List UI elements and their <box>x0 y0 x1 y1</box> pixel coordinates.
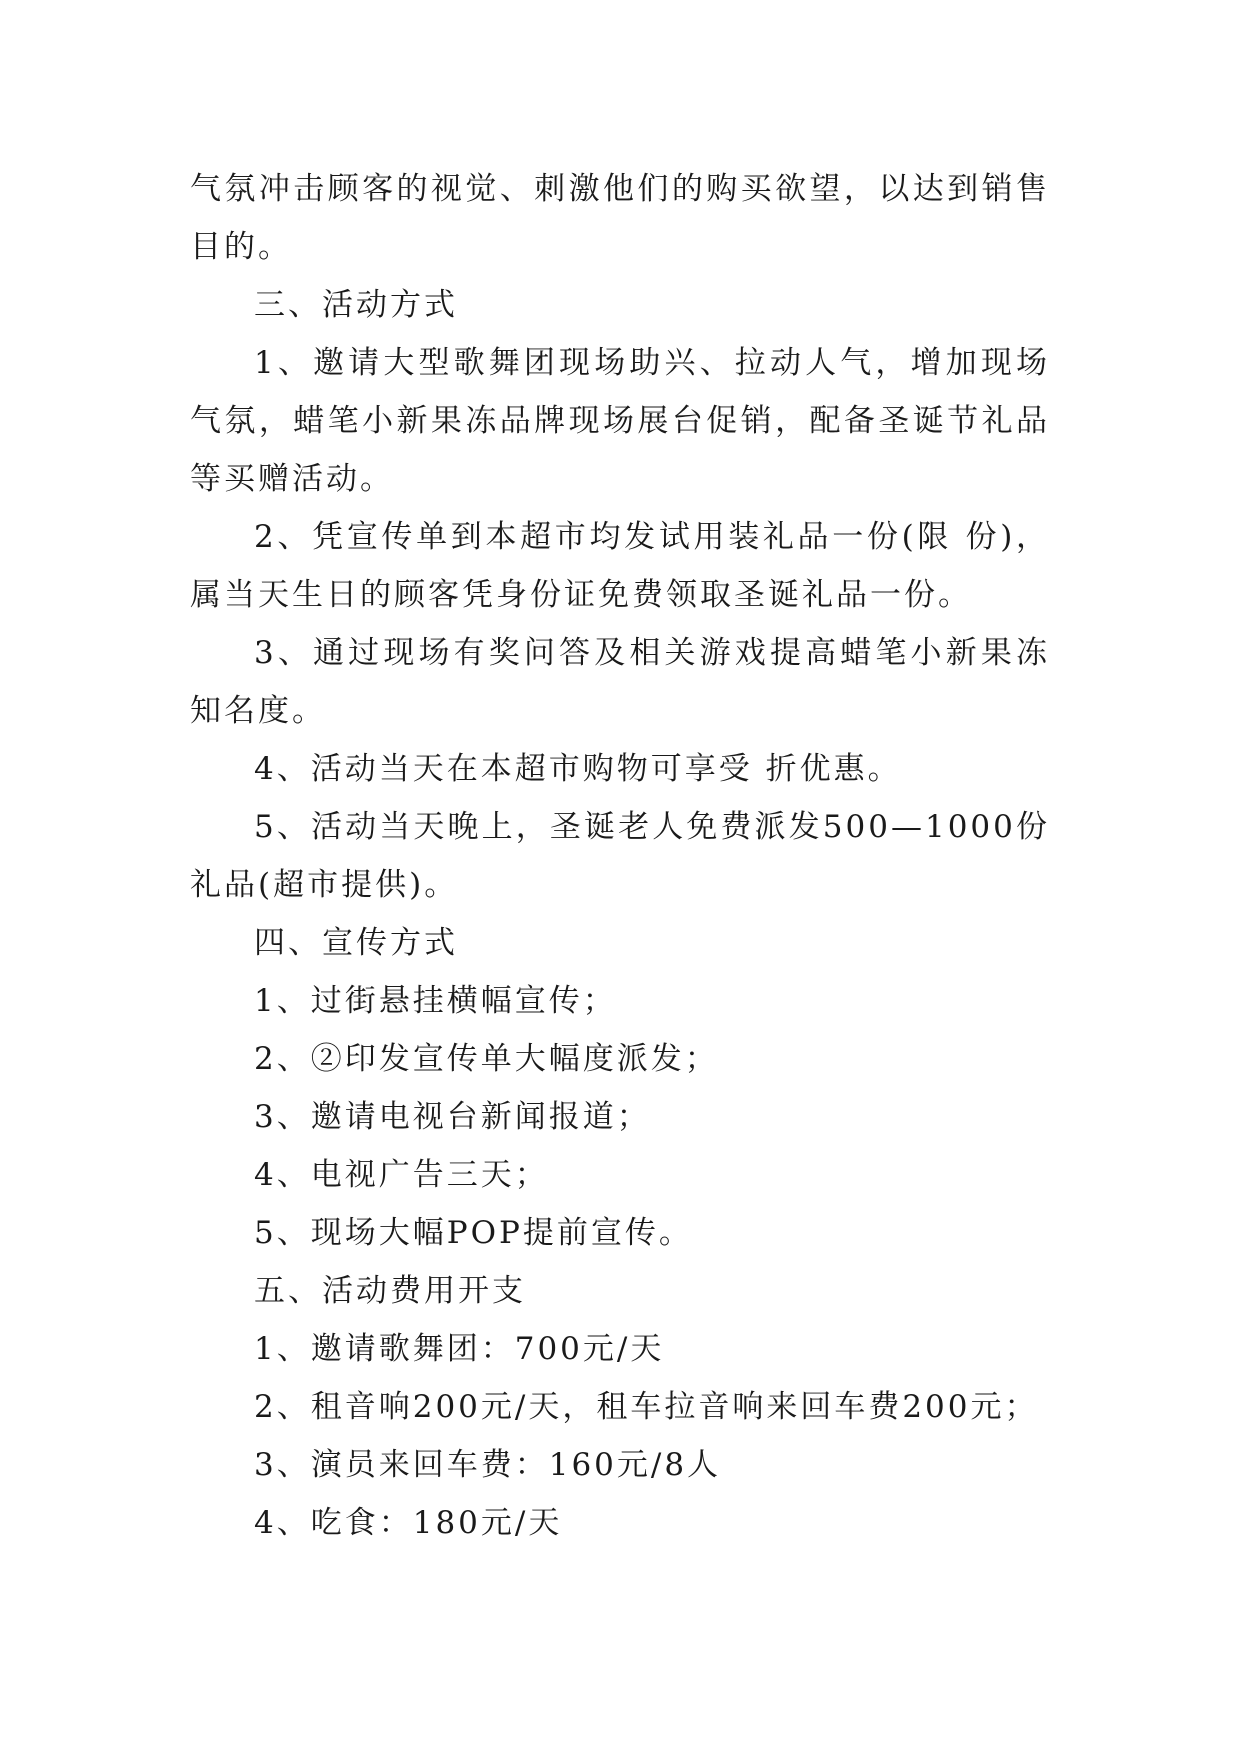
list-item: 5、现场大幅POP提前宣传。 <box>254 1215 693 1251</box>
list-item: 1、邀请大型歌舞团现场助兴、拉动人气，增加现场气氛，蜡笔小新果冻品牌现场展台促销，配备圣诞节礼品等买赠活动。 <box>190 345 1050 497</box>
list-item: 3、邀请电视台新闻报道； <box>254 1099 651 1135</box>
list-item: 1、邀请歌舞团：700元/天 <box>254 1331 665 1367</box>
list-item: 4、吃食：180元/天 <box>254 1505 563 1541</box>
document-body <box>190 160 1050 1552</box>
list-item: 4、活动当天在本超市购物可享受 折优惠。 <box>254 751 902 787</box>
list-item: 3、演员来回车费：160元/8人 <box>254 1447 722 1483</box>
section-heading-activity-expenses: 五、活动费用开支 <box>254 1273 526 1309</box>
list-item: 3、通过现场有奖问答及相关游戏提高蜡笔小新果冻知名度。 <box>190 635 1050 729</box>
list-item: 4、电视广告三天； <box>254 1157 549 1193</box>
list-item: 1、过街悬挂横幅宣传； <box>254 983 617 1019</box>
list-item: 2、租音响200元/天，租车拉音响来回车费200元； <box>254 1389 1039 1425</box>
list-item: 2、凭宣传单到本超市均发试用装礼品一份(限 份)，属当天生日的顾客凭身份证免费领取圣诞礼品一份。 <box>190 519 1050 613</box>
list-item: 5、活动当天晚上，圣诞老人免费派发500—1000份礼品(超市提供)。 <box>190 809 1050 903</box>
body-paragraph: 气氛冲击顾客的视觉、刺激他们的购买欲望，以达到销售目的。 <box>190 171 1050 265</box>
section-heading-promotion-methods: 四、宣传方式 <box>254 925 458 961</box>
section-heading-activity-methods: 三、活动方式 <box>254 287 458 323</box>
list-item: 2、②印发宣传单大幅度派发； <box>254 1041 719 1077</box>
